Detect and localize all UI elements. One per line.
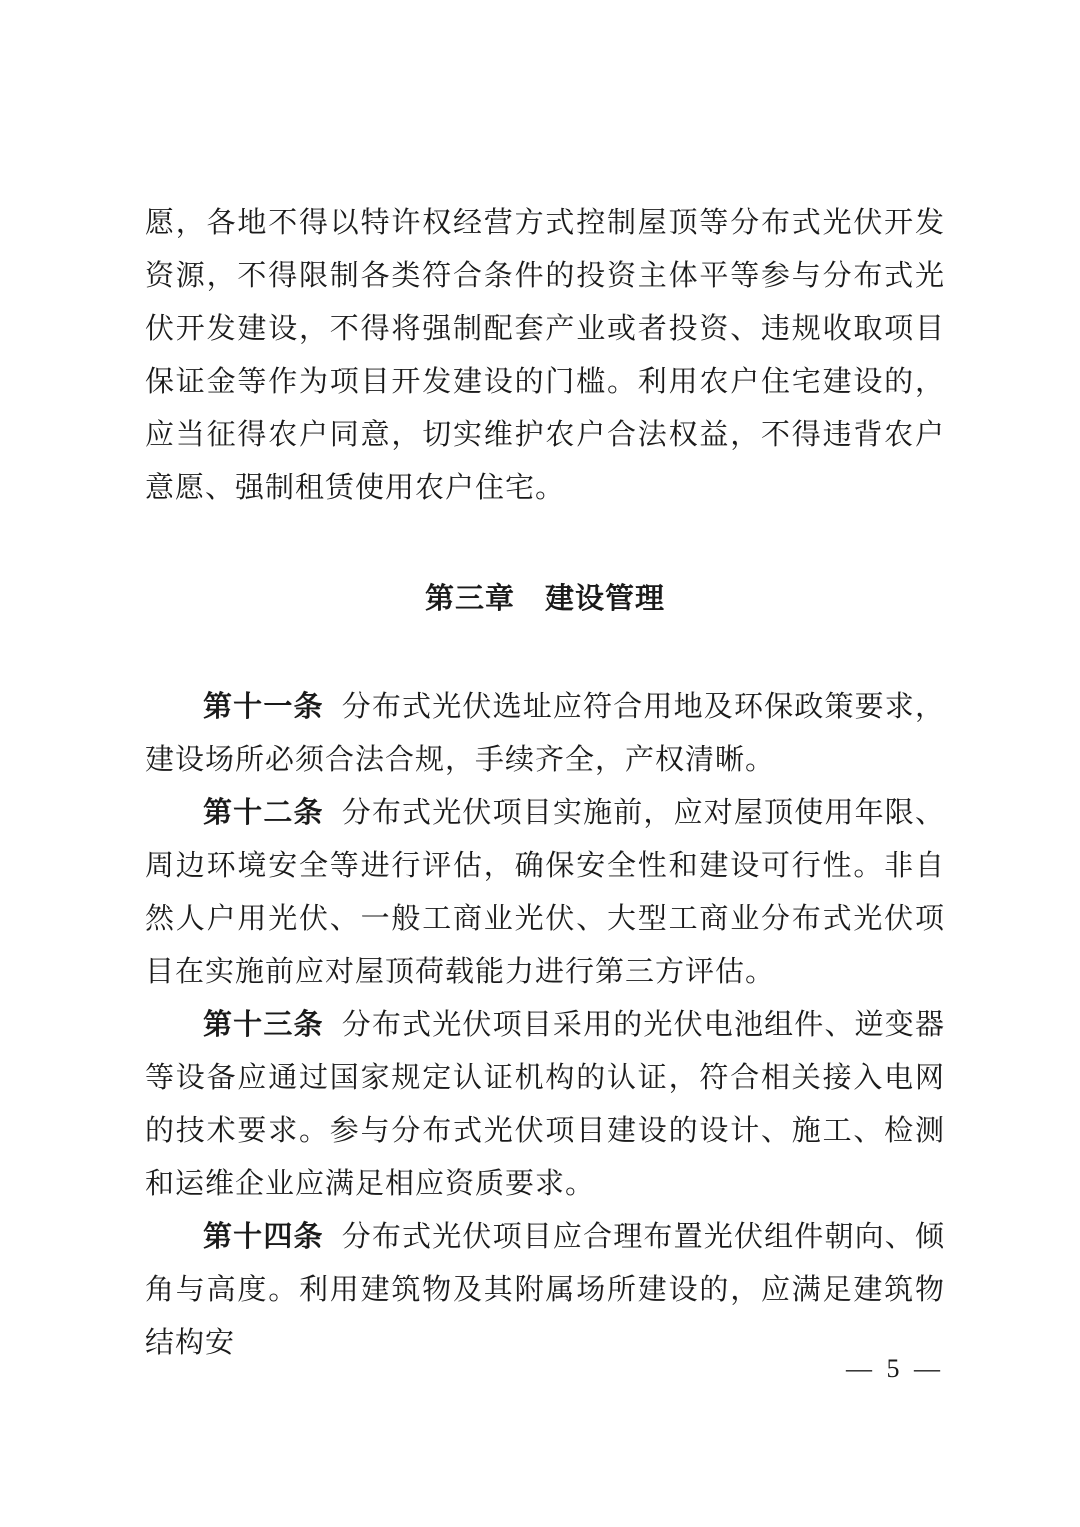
article-number: 第十二条 bbox=[203, 795, 324, 829]
article-text: 分布式光伏选址应符合用地及环保政策要求，建设场所必须合法合规，手续齐全，产权清晰。 bbox=[145, 689, 945, 776]
article-text: 分布式光伏项目应合理布置光伏组件朝向、倾角与高度。利用建筑物及其附属场所建设的，应满足建筑物结构安 bbox=[145, 1219, 945, 1359]
chapter-title: 第三章 建设管理 bbox=[424, 581, 665, 615]
article-11 bbox=[145, 680, 945, 786]
article-14 bbox=[145, 1210, 945, 1369]
continuation-paragraph: 愿，各地不得以特许权经营方式控制屋顶等分布式光伏开发资源，不得限制各类符合条件的投资主体平等参与分布式光伏开发建设，不得将强制配套产业或者投资、违规收取项目保证金等作为项目开发建设的门槛。利用农户住宅建设的，应当征得农户同意，切实维护农户合法权益，不得违背农户意愿、强制租赁使用农户住宅。 bbox=[145, 205, 945, 504]
article-12 bbox=[145, 786, 945, 998]
article-number: 第十一条 bbox=[203, 689, 324, 723]
article-text: 分布式光伏项目实施前，应对屋顶使用年限、周边环境安全等进行评估，确保安全性和建设可行性。非自然人户用光伏、一般工商业光伏、大型工商业分布式光伏项目在实施前应对屋顶荷载能力进行第三方评估。 bbox=[145, 795, 945, 988]
article-number: 第十四条 bbox=[203, 1219, 324, 1253]
page-body bbox=[145, 196, 945, 1369]
article-number: 第十三条 bbox=[203, 1007, 324, 1041]
page-number: — 5 — bbox=[846, 1354, 944, 1383]
article-text: 分布式光伏项目采用的光伏电池组件、逆变器等设备应通过国家规定认证机构的认证，符合相关接入电网的技术要求。参与分布式光伏项目建设的设计、施工、检测和运维企业应满足相应资质要求。 bbox=[145, 1007, 945, 1200]
article-13 bbox=[145, 998, 945, 1210]
